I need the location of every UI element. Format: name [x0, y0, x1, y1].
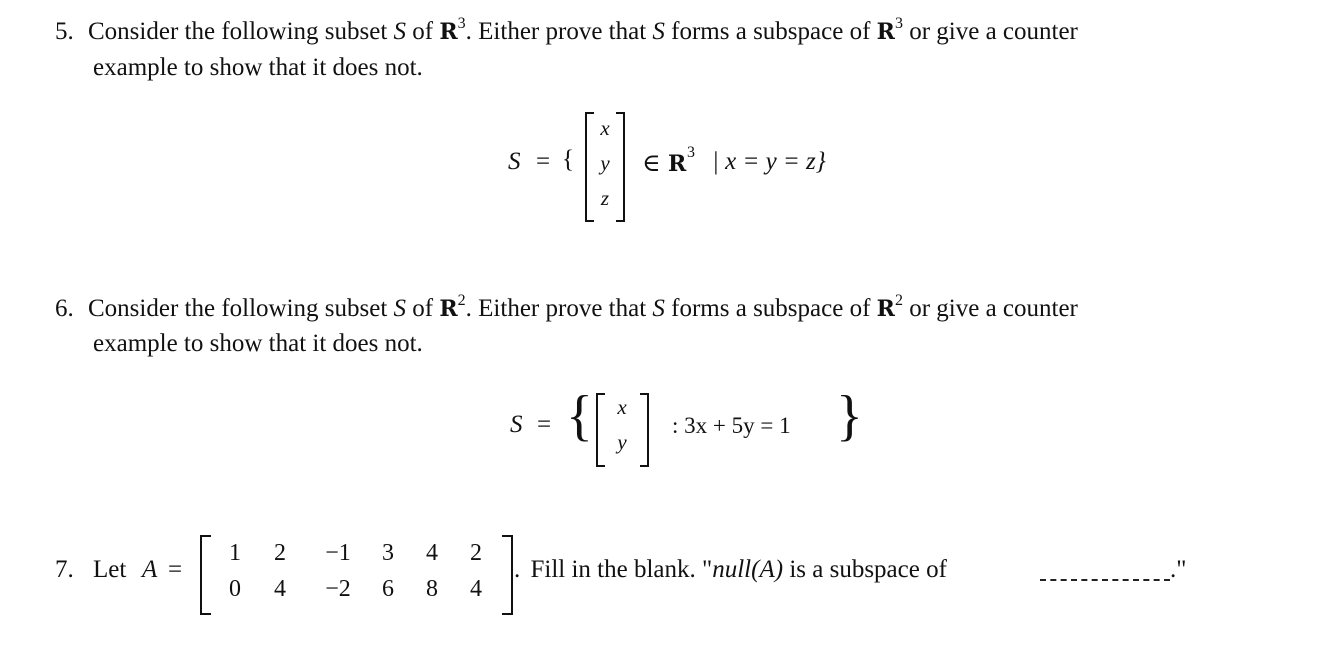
right-bracket	[616, 112, 625, 222]
answer-blank[interactable]	[1040, 578, 1170, 581]
matrix-right-bracket	[502, 535, 513, 615]
of-word: of	[412, 295, 434, 322]
close-brace: }	[836, 385, 863, 447]
set-lhs: S	[508, 148, 521, 175]
end-quote: ."	[1170, 556, 1187, 583]
vector-entry: x	[617, 395, 627, 419]
of-word: of	[412, 18, 434, 45]
dimension: 3	[457, 15, 466, 32]
vector-entry: z	[600, 186, 610, 210]
dimension: 2	[894, 292, 903, 309]
set-symbol: S	[393, 295, 407, 322]
reals-symbol: R	[439, 296, 458, 322]
right-bracket	[640, 393, 649, 467]
problem-6-line-1	[55, 292, 1078, 323]
vector-entry: x	[600, 116, 610, 140]
equals-sign: =	[168, 556, 183, 583]
condition: : 3x + 5y = 1	[672, 413, 791, 438]
problem-text: . Either prove that	[465, 18, 647, 45]
problem-7-prompt	[514, 556, 947, 584]
null-expression: null(A)	[712, 556, 784, 583]
matrix-cell: −2	[325, 576, 351, 602]
dimension: 3	[894, 15, 903, 32]
open-brace: {	[562, 146, 574, 173]
matrix-cell: 6	[382, 576, 394, 602]
problem-5-line-1	[55, 15, 1078, 46]
matrix-cell: 4	[426, 540, 438, 566]
problem-text: or give a counter	[909, 295, 1078, 322]
reals-symbol: R	[668, 151, 687, 177]
element-of: ∈	[642, 150, 661, 177]
matrix-cell: 4	[470, 576, 482, 602]
matrix-cell: 0	[229, 576, 241, 602]
matrix-cell: 2	[470, 540, 482, 566]
set-lhs: S	[510, 411, 523, 438]
matrix-cell: 1	[229, 540, 241, 566]
period: .	[514, 556, 521, 583]
matrix-cell: 2	[274, 540, 286, 566]
matrix-cell: 3	[382, 540, 394, 566]
prompt-tail: is a subspace of	[789, 556, 947, 583]
open-brace: {	[566, 385, 593, 447]
problem-5-line-2: example to show that it does not.	[93, 54, 423, 81]
set-symbol: S	[652, 18, 665, 45]
reals-symbol: R	[876, 296, 895, 322]
matrix-cell: 8	[426, 576, 438, 602]
vector-entry: y	[600, 151, 610, 175]
reals-symbol: R	[439, 19, 458, 45]
equals-sign: =	[536, 148, 551, 175]
matrix-cell: −1	[325, 540, 351, 566]
let-word: Let	[93, 556, 127, 583]
set-symbol: S	[393, 18, 407, 45]
prompt-text: Fill in the blank. "	[530, 556, 713, 583]
problem-text: forms a subspace of	[671, 18, 871, 45]
dimension: 2	[457, 292, 466, 309]
problem-text: . Either prove that	[465, 295, 647, 322]
problem-number: 6.	[55, 295, 74, 322]
problem-text: forms a subspace of	[671, 295, 871, 322]
problem-text: Consider the following subset	[88, 295, 388, 322]
set-symbol: S	[652, 295, 665, 322]
problem-number: 7.	[55, 556, 74, 583]
problem-text: Consider the following subset	[88, 18, 388, 45]
reals-symbol: R	[876, 19, 895, 45]
condition: | x = y = z}	[712, 148, 826, 175]
problem-text: or give a counter	[909, 18, 1078, 45]
equals-sign: =	[537, 411, 552, 438]
matrix-left-bracket	[200, 535, 211, 615]
problem-number: 5.	[55, 18, 74, 45]
vector-entry: y	[617, 430, 627, 454]
matrix-name: A	[142, 556, 158, 583]
matrix-cell: 4	[274, 576, 286, 602]
left-bracket	[596, 393, 605, 467]
problem-6-line-2: example to show that it does not.	[93, 330, 423, 357]
